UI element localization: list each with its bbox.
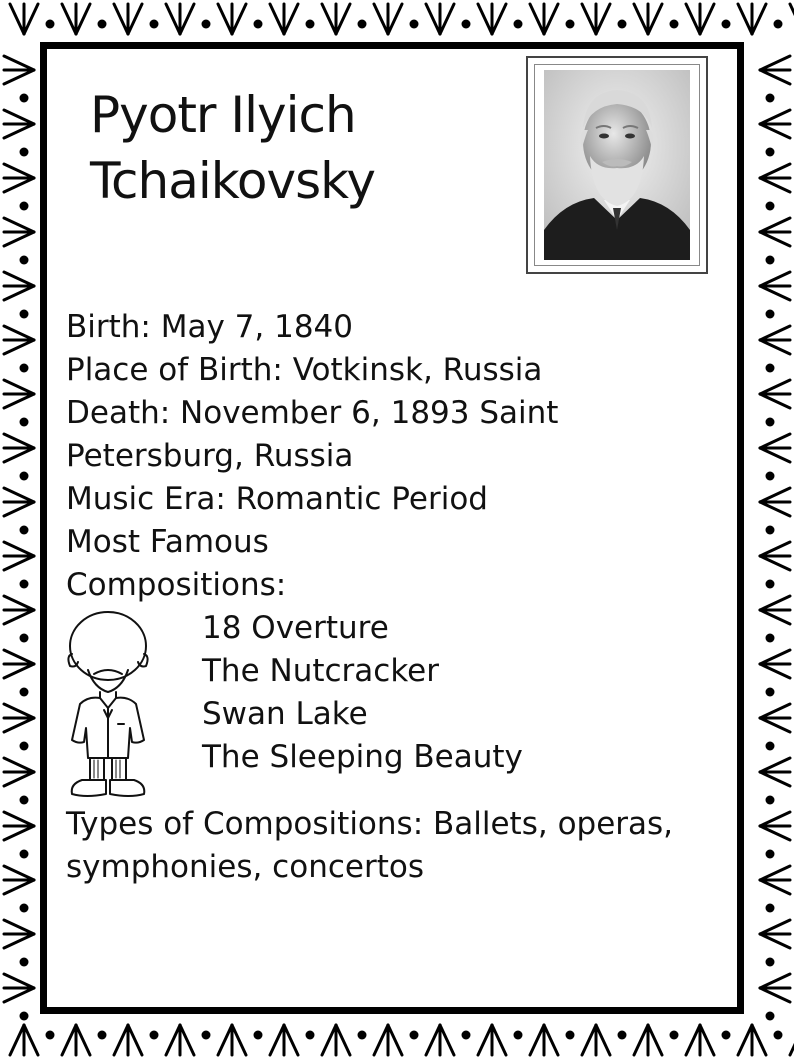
border-stroke bbox=[4, 772, 34, 786]
border-stroke bbox=[4, 974, 34, 988]
border-dot bbox=[150, 20, 159, 29]
border-stroke bbox=[4, 556, 34, 570]
border-stroke bbox=[478, 4, 492, 34]
border-dot bbox=[766, 148, 775, 157]
border-dot bbox=[722, 20, 731, 29]
border-stroke bbox=[582, 1025, 596, 1055]
border-dot bbox=[766, 202, 775, 211]
border-stroke bbox=[686, 1025, 700, 1055]
place-of-birth: Place of Birth: Votkinsk, Russia bbox=[66, 352, 543, 388]
border-stroke bbox=[544, 4, 558, 34]
page-title bbox=[90, 82, 375, 214]
border-dot bbox=[20, 580, 29, 589]
border-dot bbox=[618, 1031, 627, 1040]
border-stroke bbox=[760, 380, 790, 394]
border-stroke bbox=[4, 664, 34, 678]
border-stroke bbox=[492, 1025, 506, 1055]
border-stroke bbox=[128, 4, 142, 34]
border-stroke bbox=[4, 164, 34, 178]
border-stroke bbox=[700, 4, 714, 34]
border-stroke bbox=[738, 1025, 752, 1055]
border-dot bbox=[20, 310, 29, 319]
death-line-1: Death: November 6, 1893 Saint bbox=[66, 395, 559, 431]
border-dot bbox=[566, 1031, 575, 1040]
border-stroke bbox=[114, 4, 128, 34]
border-dot bbox=[98, 20, 107, 29]
border-stroke bbox=[4, 542, 34, 556]
border-stroke bbox=[4, 502, 34, 516]
border-dot bbox=[766, 580, 775, 589]
border-stroke bbox=[530, 4, 544, 34]
border-stroke bbox=[760, 488, 790, 502]
border-dot bbox=[410, 20, 419, 29]
border-dot bbox=[670, 20, 679, 29]
border-dot bbox=[766, 796, 775, 805]
border-stroke bbox=[4, 218, 34, 232]
border-stroke bbox=[336, 4, 350, 34]
section-spacer bbox=[66, 779, 726, 803]
border-dot bbox=[566, 20, 575, 29]
border-stroke bbox=[760, 56, 790, 70]
border-dot bbox=[410, 1031, 419, 1040]
border-dot bbox=[358, 20, 367, 29]
border-stroke bbox=[4, 934, 34, 948]
border-stroke bbox=[752, 4, 766, 34]
border-stroke bbox=[4, 596, 34, 610]
border-stroke bbox=[76, 1025, 90, 1055]
border-dot bbox=[306, 1031, 315, 1040]
border-stroke bbox=[760, 340, 790, 354]
types-line-1: Types of Compositions: Ballets, operas, bbox=[66, 806, 674, 842]
border-stroke bbox=[374, 1025, 388, 1055]
border-dot bbox=[20, 148, 29, 157]
border-stroke bbox=[760, 434, 790, 448]
composer-cartoon-figure bbox=[60, 608, 160, 808]
famous-label-line-2: Compositions: bbox=[66, 567, 287, 603]
border-stroke bbox=[648, 4, 662, 34]
border-stroke bbox=[4, 718, 34, 732]
border-dot bbox=[774, 1031, 783, 1040]
border-stroke bbox=[284, 1025, 298, 1055]
border-stroke bbox=[760, 218, 790, 232]
border-stroke bbox=[700, 1025, 714, 1055]
border-stroke bbox=[596, 1025, 610, 1055]
border-stroke bbox=[388, 1025, 402, 1055]
border-stroke bbox=[544, 1025, 558, 1055]
border-dot bbox=[20, 634, 29, 643]
border-stroke bbox=[760, 758, 790, 772]
border-dot bbox=[618, 20, 627, 29]
border-stroke bbox=[166, 1025, 180, 1055]
border-stroke bbox=[4, 988, 34, 1002]
border-stroke bbox=[440, 1025, 454, 1055]
composition-item: The Nutcracker bbox=[202, 653, 439, 689]
death-line-2: Petersburg, Russia bbox=[66, 438, 354, 474]
border-stroke bbox=[760, 178, 790, 192]
border-dot bbox=[20, 472, 29, 481]
border-stroke bbox=[166, 4, 180, 34]
border-stroke bbox=[760, 934, 790, 948]
composition-item: The Sleeping Beauty bbox=[202, 739, 523, 775]
portrait-photo bbox=[544, 70, 690, 260]
border-dot bbox=[766, 742, 775, 751]
border-stroke bbox=[10, 4, 24, 34]
border-stroke bbox=[760, 704, 790, 718]
border-dot bbox=[766, 1012, 775, 1021]
border-stroke bbox=[492, 4, 506, 34]
border-dot bbox=[766, 958, 775, 967]
border-stroke bbox=[4, 380, 34, 394]
border-dot bbox=[766, 850, 775, 859]
border-stroke bbox=[760, 772, 790, 786]
border-stroke bbox=[760, 988, 790, 1002]
border-stroke bbox=[4, 56, 34, 70]
border-dot bbox=[514, 20, 523, 29]
border-dot bbox=[20, 850, 29, 859]
border-dot bbox=[20, 418, 29, 427]
border-dot bbox=[20, 364, 29, 373]
border-stroke bbox=[426, 1025, 440, 1055]
border-dot bbox=[766, 364, 775, 373]
border-stroke bbox=[760, 70, 790, 84]
border-stroke bbox=[760, 326, 790, 340]
border-stroke bbox=[634, 4, 648, 34]
border-dot bbox=[98, 1031, 107, 1040]
border-dot bbox=[358, 1031, 367, 1040]
border-stroke bbox=[4, 920, 34, 934]
border-dot bbox=[462, 20, 471, 29]
border-dot bbox=[766, 634, 775, 643]
border-dot bbox=[254, 20, 263, 29]
border-stroke bbox=[218, 4, 232, 34]
border-stroke bbox=[478, 1025, 492, 1055]
border-stroke bbox=[760, 880, 790, 894]
border-stroke bbox=[686, 4, 700, 34]
border-stroke bbox=[4, 110, 34, 124]
portrait-frame bbox=[526, 56, 708, 274]
border-stroke bbox=[634, 1025, 648, 1055]
famous-label-line-1: Most Famous bbox=[66, 524, 269, 560]
border-stroke bbox=[218, 1025, 232, 1055]
border-stroke bbox=[180, 1025, 194, 1055]
border-stroke bbox=[760, 502, 790, 516]
border-dot bbox=[20, 94, 29, 103]
border-dot bbox=[766, 310, 775, 319]
border-stroke bbox=[232, 1025, 246, 1055]
border-stroke bbox=[738, 4, 752, 34]
border-dot bbox=[20, 958, 29, 967]
birth-date: Birth: May 7, 1840 bbox=[66, 309, 353, 345]
border-stroke bbox=[4, 880, 34, 894]
border-stroke bbox=[760, 596, 790, 610]
border-stroke bbox=[4, 866, 34, 880]
border-stroke bbox=[440, 4, 454, 34]
border-stroke bbox=[752, 1025, 766, 1055]
border-dot bbox=[254, 1031, 263, 1040]
border-stroke bbox=[760, 556, 790, 570]
border-stroke bbox=[62, 4, 76, 34]
border-stroke bbox=[648, 1025, 662, 1055]
border-stroke bbox=[322, 1025, 336, 1055]
border-stroke bbox=[270, 4, 284, 34]
border-stroke bbox=[4, 394, 34, 408]
border-stroke bbox=[24, 4, 38, 34]
border-dot bbox=[46, 20, 55, 29]
border-dot bbox=[20, 256, 29, 265]
border-stroke bbox=[180, 4, 194, 34]
border-dot bbox=[670, 1031, 679, 1040]
border-stroke bbox=[760, 812, 790, 826]
border-stroke bbox=[4, 70, 34, 84]
border-stroke bbox=[4, 340, 34, 354]
border-dot bbox=[722, 1031, 731, 1040]
border-stroke bbox=[760, 920, 790, 934]
border-dot bbox=[766, 904, 775, 913]
border-dot bbox=[20, 202, 29, 211]
border-dot bbox=[766, 526, 775, 535]
border-dot bbox=[766, 94, 775, 103]
border-dot bbox=[766, 418, 775, 427]
border-dot bbox=[20, 796, 29, 805]
border-dot bbox=[150, 1031, 159, 1040]
border-stroke bbox=[4, 178, 34, 192]
composition-item: 18 Overture bbox=[202, 610, 389, 646]
title-line-1: Pyotr Ilyich bbox=[90, 86, 356, 144]
border-stroke bbox=[4, 488, 34, 502]
border-stroke bbox=[760, 610, 790, 624]
border-dot bbox=[202, 20, 211, 29]
border-stroke bbox=[530, 1025, 544, 1055]
border-stroke bbox=[76, 4, 90, 34]
border-dot bbox=[774, 20, 783, 29]
border-dot bbox=[766, 256, 775, 265]
border-stroke bbox=[4, 826, 34, 840]
border-stroke bbox=[322, 4, 336, 34]
border-stroke bbox=[760, 232, 790, 246]
composition-item: Swan Lake bbox=[202, 696, 368, 732]
border-stroke bbox=[4, 650, 34, 664]
border-stroke bbox=[4, 434, 34, 448]
border-stroke bbox=[4, 758, 34, 772]
border-stroke bbox=[336, 1025, 350, 1055]
border-stroke bbox=[284, 4, 298, 34]
border-stroke bbox=[760, 542, 790, 556]
border-stroke bbox=[4, 704, 34, 718]
border-stroke bbox=[760, 866, 790, 880]
border-dot bbox=[20, 1012, 29, 1021]
border-dot bbox=[20, 688, 29, 697]
border-stroke bbox=[10, 1025, 24, 1055]
border-stroke bbox=[4, 448, 34, 462]
border-stroke bbox=[4, 610, 34, 624]
title-line-2: Tchaikovsky bbox=[90, 152, 375, 210]
border-stroke bbox=[760, 650, 790, 664]
border-stroke bbox=[790, 4, 794, 34]
border-stroke bbox=[232, 4, 246, 34]
border-stroke bbox=[4, 326, 34, 340]
border-dot bbox=[514, 1031, 523, 1040]
border-dot bbox=[46, 1031, 55, 1040]
border-stroke bbox=[760, 164, 790, 178]
border-stroke bbox=[4, 272, 34, 286]
border-stroke bbox=[114, 1025, 128, 1055]
border-dot bbox=[202, 1031, 211, 1040]
border-stroke bbox=[374, 4, 388, 34]
border-stroke bbox=[4, 286, 34, 300]
border-stroke bbox=[270, 1025, 284, 1055]
border-stroke bbox=[4, 124, 34, 138]
border-stroke bbox=[760, 448, 790, 462]
border-stroke bbox=[128, 1025, 142, 1055]
border-dot bbox=[20, 742, 29, 751]
border-stroke bbox=[596, 4, 610, 34]
border-stroke bbox=[760, 286, 790, 300]
border-stroke bbox=[426, 4, 440, 34]
border-stroke bbox=[4, 812, 34, 826]
fact-list bbox=[66, 306, 726, 889]
border-stroke bbox=[582, 4, 596, 34]
border-stroke bbox=[62, 1025, 76, 1055]
border-stroke bbox=[760, 826, 790, 840]
border-dot bbox=[306, 20, 315, 29]
border-stroke bbox=[760, 110, 790, 124]
border-dot bbox=[20, 904, 29, 913]
border-stroke bbox=[760, 394, 790, 408]
border-stroke bbox=[760, 272, 790, 286]
border-stroke bbox=[388, 4, 402, 34]
border-stroke bbox=[760, 124, 790, 138]
border-dot bbox=[766, 472, 775, 481]
border-stroke bbox=[760, 718, 790, 732]
types-line-2: symphonies, concertos bbox=[66, 849, 424, 885]
border-stroke bbox=[24, 1025, 38, 1055]
border-stroke bbox=[4, 232, 34, 246]
border-stroke bbox=[760, 664, 790, 678]
border-dot bbox=[766, 688, 775, 697]
border-stroke bbox=[790, 1025, 794, 1055]
border-dot bbox=[20, 526, 29, 535]
music-era: Music Era: Romantic Period bbox=[66, 481, 488, 517]
border-dot bbox=[462, 1031, 471, 1040]
border-stroke bbox=[760, 974, 790, 988]
